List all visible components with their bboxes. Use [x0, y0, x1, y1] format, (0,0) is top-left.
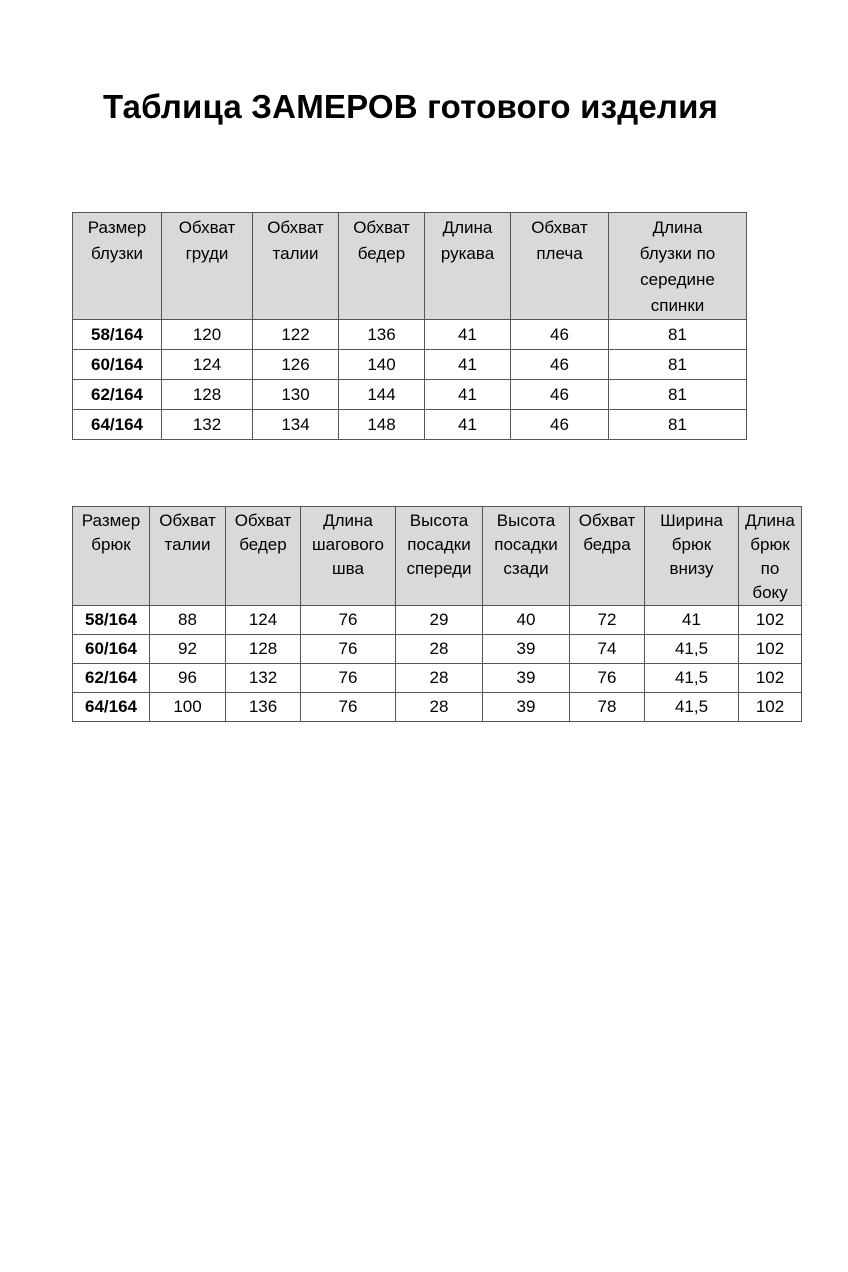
- header-line: брюк: [750, 535, 790, 554]
- trousers-header-cell: [226, 507, 301, 606]
- value-cell: 41,5: [645, 693, 739, 722]
- value-cell: 41: [645, 606, 739, 635]
- trousers-header-cell: [645, 507, 739, 606]
- blouse-header-cell: [425, 213, 511, 320]
- size-cell: 60/164: [73, 350, 162, 380]
- value-cell: 81: [609, 410, 747, 440]
- header-line: спереди: [406, 559, 472, 578]
- value-cell: 120: [162, 320, 253, 350]
- table-row: [73, 350, 747, 380]
- size-cell: 62/164: [73, 664, 150, 693]
- value-cell: 122: [253, 320, 339, 350]
- blouse-header-cell: [339, 213, 425, 320]
- value-cell: 41,5: [645, 664, 739, 693]
- value-cell: 100: [150, 693, 226, 722]
- table-row: [73, 635, 802, 664]
- header-line: бедер: [357, 244, 406, 263]
- value-cell: 144: [339, 380, 425, 410]
- value-cell: 102: [739, 693, 802, 722]
- table-row: [73, 693, 802, 722]
- value-cell: 76: [570, 664, 645, 693]
- header-line: Обхват: [178, 218, 236, 237]
- trousers-header-cell: [150, 507, 226, 606]
- value-cell: 140: [339, 350, 425, 380]
- value-cell: 72: [570, 606, 645, 635]
- blouse-header-cell: [253, 213, 339, 320]
- value-cell: 136: [226, 693, 301, 722]
- header-line: Обхват: [531, 218, 588, 237]
- value-cell: 102: [739, 664, 802, 693]
- header-line: Обхват: [267, 218, 324, 237]
- value-cell: 124: [226, 606, 301, 635]
- value-cell: 76: [301, 664, 396, 693]
- trousers-header-row: [73, 507, 802, 606]
- value-cell: 88: [150, 606, 226, 635]
- header-line: бедер: [239, 535, 287, 554]
- trousers-header-cell: [73, 507, 150, 606]
- table-row: [73, 410, 747, 440]
- value-cell: 130: [253, 380, 339, 410]
- header-line: Обхват: [353, 218, 410, 237]
- value-cell: 134: [253, 410, 339, 440]
- header-line: Обхват: [234, 511, 292, 530]
- header-line: Высота: [496, 511, 556, 530]
- trousers-header-cell: [739, 507, 802, 606]
- header-line: шва: [332, 559, 364, 578]
- value-cell: 46: [511, 350, 609, 380]
- header-line: талии: [164, 535, 211, 554]
- value-cell: 148: [339, 410, 425, 440]
- value-cell: 46: [511, 320, 609, 350]
- header-line: боку: [752, 583, 788, 602]
- blouse-header-cell: [609, 213, 747, 320]
- value-cell: 28: [396, 635, 483, 664]
- header-line: шагового: [312, 535, 384, 554]
- header-line: посадки: [407, 535, 471, 554]
- trousers-header-cell: [301, 507, 396, 606]
- header-line: середине: [640, 270, 715, 289]
- value-cell: 81: [609, 380, 747, 410]
- header-line: блузки: [90, 244, 144, 263]
- blouse-header-cell: [162, 213, 253, 320]
- header-line: плеча: [536, 244, 583, 263]
- value-cell: 41,5: [645, 635, 739, 664]
- page-title: Таблица ЗАМЕРОВ готового изделия: [103, 88, 719, 125]
- value-cell: 28: [396, 693, 483, 722]
- value-cell: 102: [739, 635, 802, 664]
- value-cell: 29: [396, 606, 483, 635]
- trousers-header-cell: [483, 507, 570, 606]
- value-cell: 39: [483, 693, 570, 722]
- value-cell: 102: [739, 606, 802, 635]
- value-cell: 76: [301, 693, 396, 722]
- blouse-header-row: [73, 213, 747, 320]
- header-line: Размер: [87, 218, 147, 237]
- value-cell: 92: [150, 635, 226, 664]
- value-cell: 136: [339, 320, 425, 350]
- header-line: внизу: [669, 559, 714, 578]
- size-cell: 58/164: [73, 320, 162, 350]
- trousers-header-cell: [570, 507, 645, 606]
- header-line: сзади: [503, 559, 549, 578]
- value-cell: 128: [162, 380, 253, 410]
- header-line: Высота: [409, 511, 469, 530]
- table-row: [73, 664, 802, 693]
- table-row: [73, 380, 747, 410]
- value-cell: 81: [609, 350, 747, 380]
- table-row: [73, 606, 802, 635]
- value-cell: 46: [511, 380, 609, 410]
- header-line: рукава: [440, 244, 495, 263]
- size-cell: 62/164: [73, 380, 162, 410]
- header-line: бедра: [583, 535, 631, 554]
- blouse-header-cell: [73, 213, 162, 320]
- header-line: по: [760, 559, 780, 578]
- value-cell: 78: [570, 693, 645, 722]
- blouse-measurements-table: [72, 212, 747, 440]
- trousers-header-cell: [396, 507, 483, 606]
- header-line: талии: [272, 244, 319, 263]
- trousers-measurements-table: [72, 506, 802, 722]
- size-cell: 64/164: [73, 410, 162, 440]
- value-cell: 81: [609, 320, 747, 350]
- size-cell: 58/164: [73, 606, 150, 635]
- header-line: посадки: [494, 535, 558, 554]
- header-line: Обхват: [159, 511, 216, 530]
- value-cell: 132: [162, 410, 253, 440]
- header-line: Длина: [323, 511, 373, 530]
- header-line: Длина: [442, 218, 493, 237]
- size-cell: 60/164: [73, 635, 150, 664]
- value-cell: 40: [483, 606, 570, 635]
- value-cell: 76: [301, 635, 396, 664]
- value-cell: 126: [253, 350, 339, 380]
- value-cell: 41: [425, 380, 511, 410]
- value-cell: 41: [425, 320, 511, 350]
- header-line: груди: [185, 244, 229, 263]
- table-row: [73, 320, 747, 350]
- header-line: Ширина: [660, 511, 723, 530]
- header-line: брюк: [671, 535, 712, 554]
- header-line: Размер: [81, 511, 141, 530]
- value-cell: 96: [150, 664, 226, 693]
- value-cell: 41: [425, 410, 511, 440]
- value-cell: 124: [162, 350, 253, 380]
- value-cell: 74: [570, 635, 645, 664]
- value-cell: 39: [483, 664, 570, 693]
- header-line: спинки: [650, 296, 705, 315]
- value-cell: 28: [396, 664, 483, 693]
- value-cell: 76: [301, 606, 396, 635]
- value-cell: 128: [226, 635, 301, 664]
- header-line: брюк: [91, 535, 131, 554]
- header-line: Длина: [652, 218, 703, 237]
- value-cell: 41: [425, 350, 511, 380]
- value-cell: 39: [483, 635, 570, 664]
- header-line: Обхват: [578, 511, 636, 530]
- value-cell: 132: [226, 664, 301, 693]
- blouse-header-cell: [511, 213, 609, 320]
- size-cell: 64/164: [73, 693, 150, 722]
- header-line: Длина: [745, 511, 795, 530]
- value-cell: 46: [511, 410, 609, 440]
- header-line: блузки по: [639, 244, 716, 263]
